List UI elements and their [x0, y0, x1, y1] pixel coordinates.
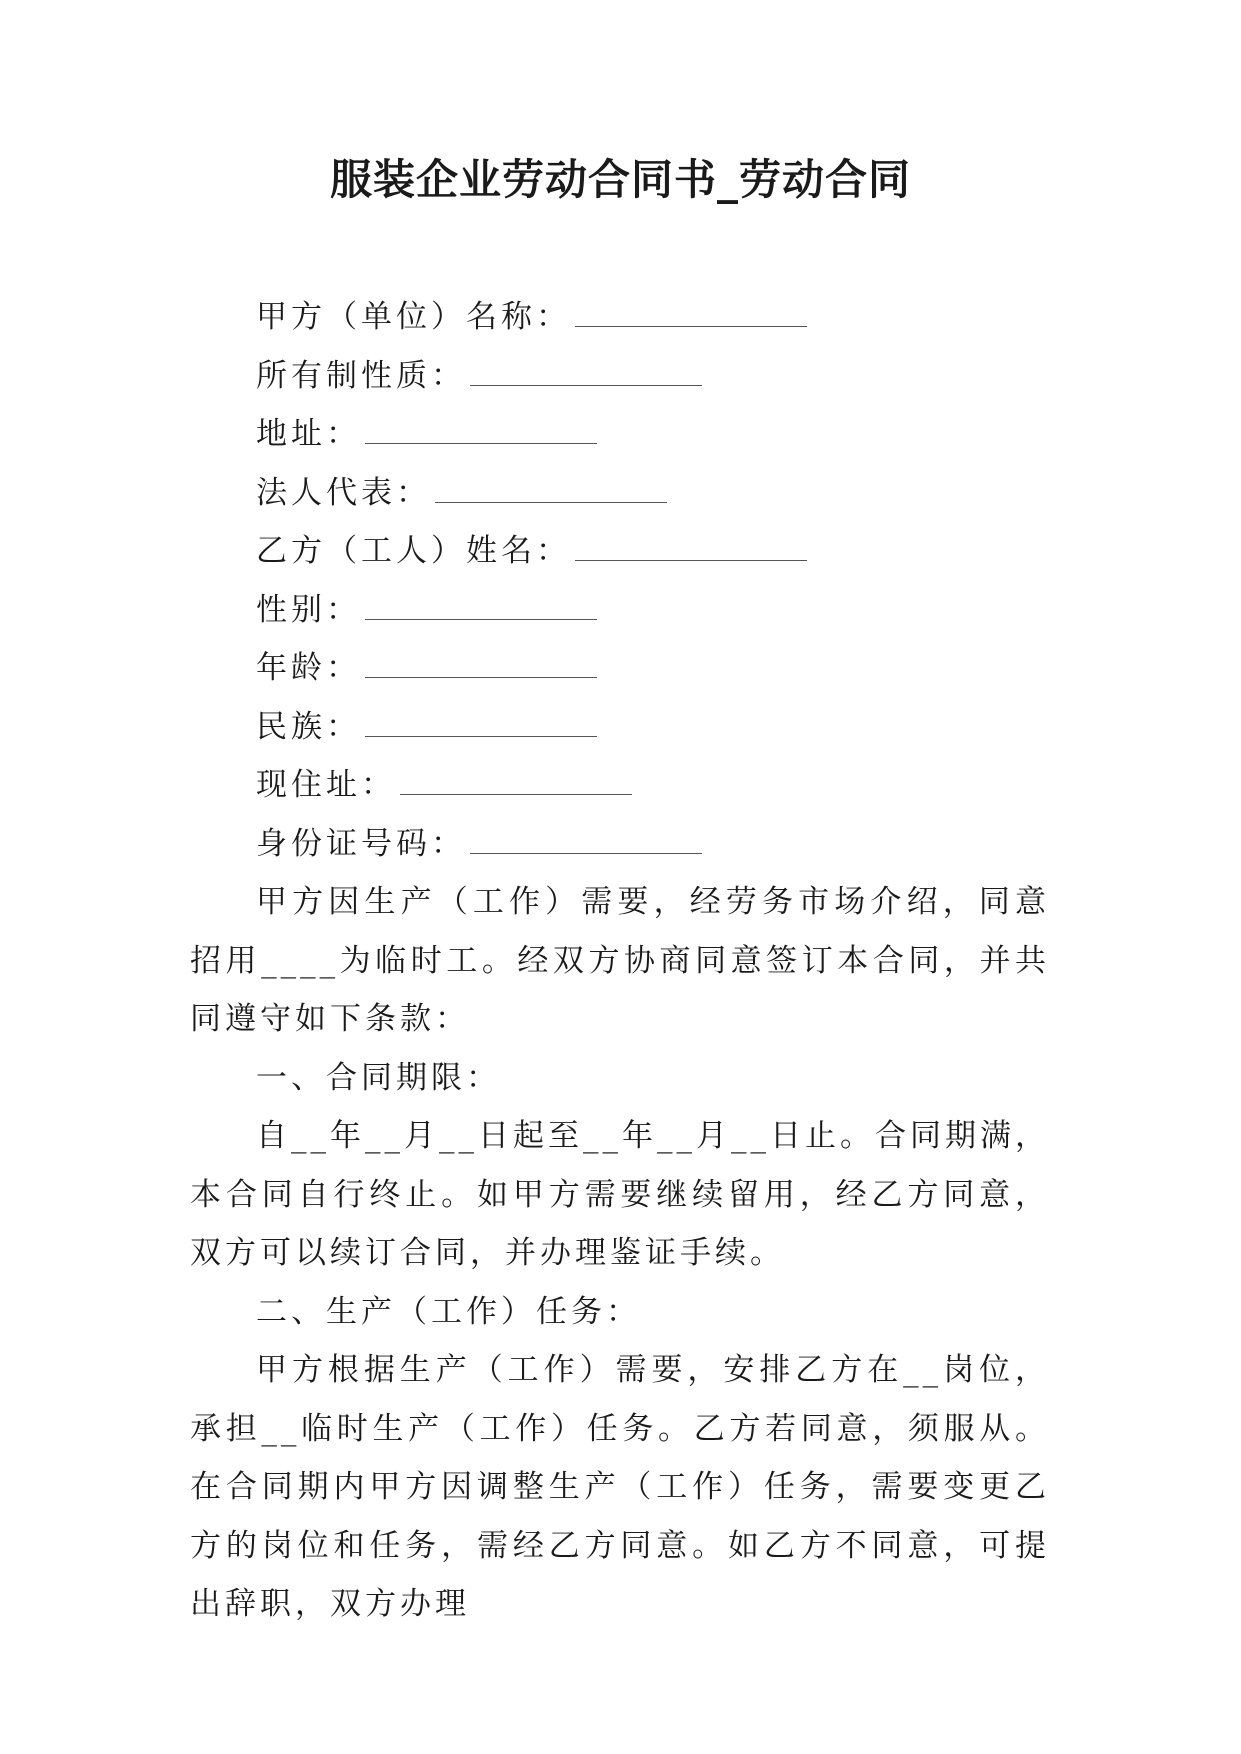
- field-label: 所有制性质：: [256, 357, 466, 394]
- document-body: [190, 288, 1050, 1634]
- document-title: 服装企业劳动合同书_劳动合同: [329, 155, 911, 204]
- blank-line: [365, 419, 597, 444]
- blank-line: [435, 478, 667, 503]
- blank-line: [470, 361, 702, 386]
- field-gender: [190, 581, 1050, 640]
- blank-line: [365, 712, 597, 737]
- section2-paragraph: 甲方根据生产（工作）需要，安排乙方在__岗位，承担__临时生产（工作）任务。乙方若同意，须服从。在合同期内甲方因调整生产（工作）任务，需要变更乙方的岗位和任务，需经乙方同意。如乙方不同意，可提出辞职，双方办理: [190, 1352, 1050, 1622]
- field-current-address: [190, 756, 1050, 815]
- field-legal-rep: [190, 464, 1050, 523]
- field-party-b-name: [190, 522, 1050, 581]
- field-label: 身份证号码：: [256, 825, 466, 862]
- section2-heading: 二、生产（工作）任务：: [256, 1293, 641, 1330]
- field-label: 现住址：: [256, 767, 396, 803]
- field-label: 地址：: [256, 416, 361, 452]
- field-label: 乙方（工人）姓名：: [256, 533, 571, 569]
- blank-line: [575, 302, 807, 327]
- field-address: [190, 405, 1050, 464]
- blank-line: [365, 653, 597, 678]
- field-ethnicity: [190, 698, 1050, 757]
- field-ownership: [190, 347, 1050, 406]
- field-label: 甲方（单位）名称：: [256, 299, 571, 335]
- intro-paragraph: 甲方因生产（工作）需要，经劳务市场介绍，同意招用____为临时工。经双方协商同意签订本合同，并共同遵守如下条款：: [190, 884, 1050, 1037]
- section1-heading: 一、合同期限：: [256, 1059, 501, 1096]
- field-id-number: [190, 815, 1050, 874]
- blank-line: [470, 829, 702, 854]
- blank-line: [400, 770, 632, 795]
- blank-line: [575, 536, 807, 561]
- field-age: [190, 639, 1050, 698]
- field-party-a-name: [190, 288, 1050, 347]
- blank-line: [365, 595, 597, 620]
- field-label: 民族：: [256, 708, 361, 745]
- field-label: 法人代表：: [256, 474, 431, 511]
- field-label: 性别：: [256, 591, 361, 628]
- section1-paragraph: 自__年__月__日起至__年__月__日止。合同期满，本合同自行终止。如甲方需要继续留用，经乙方同意，双方可以续订合同，并办理鉴证手续。: [190, 1118, 1050, 1271]
- field-label: 年龄：: [256, 650, 361, 686]
